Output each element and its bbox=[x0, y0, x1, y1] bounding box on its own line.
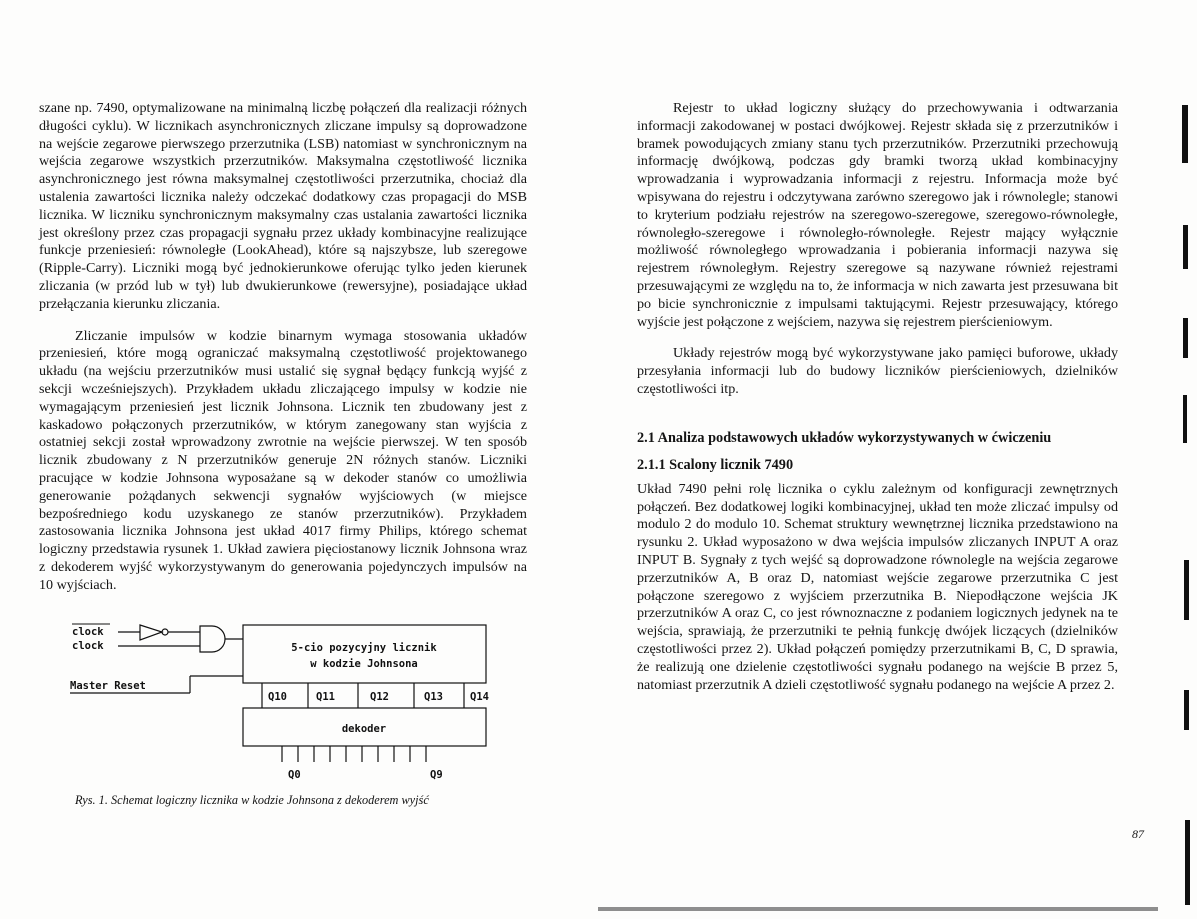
master-reset-label: Master Reset bbox=[70, 680, 146, 692]
scan-edge-mark bbox=[1184, 560, 1189, 620]
output-q9: Q9 bbox=[430, 769, 443, 781]
section-heading: 2.1 Analiza podstawowych układów wykorzystywanych w ćwiczeniu bbox=[637, 429, 1052, 446]
and-gate bbox=[200, 626, 225, 652]
output-q14: Q14 bbox=[470, 691, 489, 703]
left-paragraph-2: Zliczanie impulsów w kodzie binarnym wymaga stosowania układów przeniesień, które mogą ograniczać maksymalną częstotliwość projektowanego układu (na wejściu przerzutników musi ustalić się sygnał będący funkcją wyjść z sekcji wcześniejszych). Przykładem układu zliczającego impulsy w kodzie nie wymagającym przeniesień jest licznik Johnsona. Licznik ten zbudowany jest z kaskadowo połączonych przerzutników, w którym zanegowany stan wyjścia z ostatniej sekcji został wprowadzony zwrotnie na wejście pierwszej. W ten sposób licznik zbudowany z N przerzutników generuje 2N różnych stanów. Liczniki pracujące w kodzie Johnsona wyposażane są w dekoder stanów co umożliwia generowanie pożądanych sekwencji sygnałów wyjściowych (w miejsce bezpośredniego kodu uzyskanego ze stanów przerzutników). Przykładem zastosowania licznika Johnsona jest układ 4017 firmy Philips, którego schemat logiczny przedstawia rysunek 1. Układ zawiera pięciostanowy licznik Johnsona wraz z dekoderem wyjść wykorzystywanym do generowania pojedynczych impulsów na 10 wyjściach. bbox=[39, 327, 527, 593]
output-q0: Q0 bbox=[288, 769, 301, 781]
clock-inverted-label: clock bbox=[72, 626, 104, 638]
page-number: 87 bbox=[1132, 827, 1144, 841]
johnson-counter-figure bbox=[0, 0, 598, 919]
scan-edge-mark bbox=[1182, 105, 1188, 163]
output-q10: Q10 bbox=[268, 691, 287, 703]
output-q11: Q11 bbox=[316, 691, 335, 703]
figure-caption: Rys. 1. Schemat logiczny licznika w kodzie Johnsona z dekoderem wyjść bbox=[75, 793, 429, 807]
subsection-heading: 2.1.1 Scalony licznik 7490 bbox=[637, 456, 794, 473]
right-paragraph-2: Układy rejestrów mogą być wykorzystywane jako pamięci buforowe, układy przesyłania informacji lub do budowy liczników pierścieniowych, dzielników częstotliwości itp. bbox=[637, 345, 1118, 397]
scan-edge-mark bbox=[1184, 690, 1189, 730]
counter-label-line1: 5-cio pozycyjny licznik bbox=[291, 642, 437, 654]
johnson-counter-box bbox=[243, 625, 486, 683]
output-q13: Q13 bbox=[424, 691, 443, 703]
scan-bottom-edge bbox=[598, 907, 1158, 911]
scan-edge-mark bbox=[1183, 225, 1188, 269]
left-paragraph-1: szane np. 7490, optymalizowane na minimalną liczbę połączeń dla realizacji różnych długości cyklu). W licznikach asynchronicznych zliczane impulsy są doprowadzone na wejście zegarowe pierwszego przerzutnika (LSB) natomiast w synchronicznym na wejścia zegarowe wszystkich przerzutników. Maksymalna częstotliwość licznika asynchronicznego jest równa maksymalnej częstotliwości przerzutnika, chociaż dla ustalenia zawartości licznika należy odczekać dodatkowy czas propagacji do MSB licznika. W liczniku synchronicznym maksymalny czas ustalania zawartości licznika jest określony przez czas propagacji sygnału przez układy kombinacyjne realizujące funkcje przeniesień: równoległe (LookAhead), które są najszybsze, lub szeregowe (Ripple-Carry). Liczniki mogą być jednokierunkowe oferując tylko jeden kierunek zliczania (w przód lub w tył) lub dwukierunkowe (rewersyjne), posiadające układ przełączania kierunku zliczania. bbox=[39, 100, 527, 312]
clock-label: clock bbox=[72, 640, 104, 652]
right-page bbox=[598, 0, 1197, 919]
scan-edge-mark bbox=[1185, 820, 1190, 905]
output-q12: Q12 bbox=[370, 691, 389, 703]
right-text-column bbox=[637, 100, 1118, 694]
counter-label-line2: w kodzie Johnsona bbox=[310, 658, 418, 670]
decoder-label: dekoder bbox=[341, 723, 387, 735]
scan-edge-mark bbox=[1183, 318, 1188, 358]
scan-edge-mark bbox=[1183, 395, 1187, 443]
section-paragraph: Układ 7490 pełni rolę licznika o cyklu zależnym od konfiguracji zewnętrznych połączeń. Bez dodatkowej logiki kombinacyjnej, układ ten może zliczać impulsy od modulo 2 do modulo 10. Schemat struktury wewnętrznej licznika przedstawiono na rysunku 2. Układ wyposażono w dwa wejścia impulsów zliczanych INPUT A oraz INPUT B. Sygnały z tych wejść są doprowadzone równolegle na wejścia zegarowe przerzutników A, B oraz D, natomiast wejście zegarowe przerzutnika C jest połączone szeregowo z wyjściem przerzutnika B. Niepodłączone wejścia JK przerzutników A oraz C, co jest równoznaczne z podaniem logicznych jedynek na te wejścia, sprawiają, że przerzutniki te pełnią funkcję dwójek liczących (dzielników częstotliwości przez 2). Układ połączeń pomiędzy przerzutnikami B, C, D sprawia, że realizują one dzielenie częstotliwości sygnału podanego na wejście B przez 5, natomiast przerzutnik A dzieli częstotliwość sygnału podanego na wejście A przez 2. bbox=[637, 480, 1118, 693]
left-page bbox=[0, 0, 598, 919]
right-paragraph-1: Rejestr to układ logiczny służący do przechowywania i odtwarzania informacji zakodowanej w postaci dwójkowej. Rejestr składa się z przerzutników i bramek powodujących zmiany stanu tych przerzutników. Przerzutniki przechowują informację dwójkową, podczas gdy bramki tworzą układ kombinacyjny wprowadzania i wyprowadzania informacji z rejestru. Informacja może być wpisywana do rejestru i odczytywana zarówno szeregowo jak i równolegle; stanowi to kryterium podziału rejestrów na szeregowo-szeregowe, szeregowo-równoległe, równoległo-szeregowe i równoległo-równoległe. Rejestr mający wyłącznie możliwość równoległego wprowadzania i pobierania informacji nazywa się rejestrem równoległym. Rejestry szeregowe są nazywane również rejestrami przesuwającymi ze względu na to, że informacja w nich zawarta jest przesuwana bit po bicie synchronicznie z impulsami taktującymi. Rejestr przesuwający, którego wyjście jest połączone z wejściem, nazywa się rejestrem pierścieniowym. bbox=[637, 100, 1118, 330]
